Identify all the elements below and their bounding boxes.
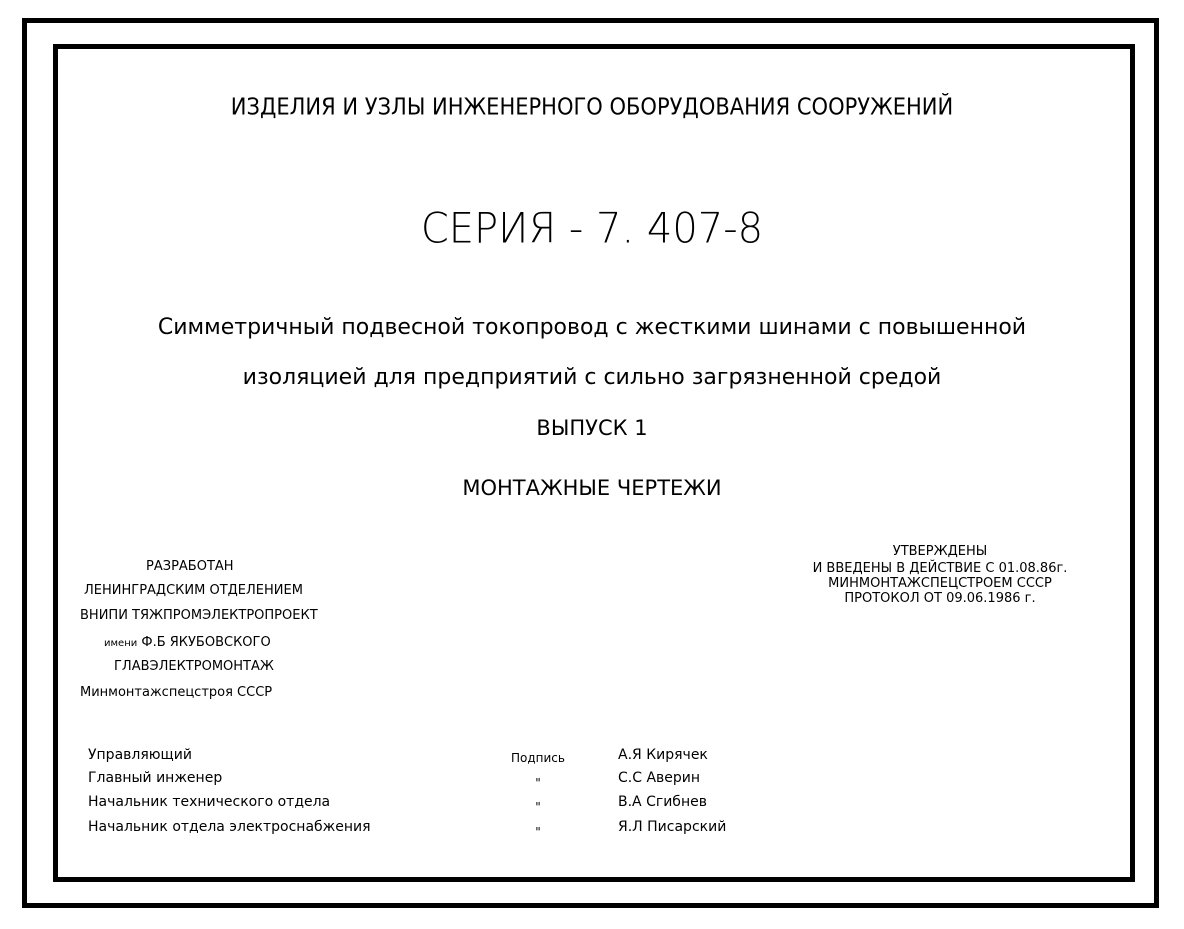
signature-role: Начальник технического отдела [88, 794, 331, 810]
approval-line-4: ПРОТОКОЛ ОТ 09.06.1986 г. [844, 591, 1036, 606]
signature-row [88, 795, 788, 815]
signature-row [88, 748, 788, 768]
developer-line-4 [104, 636, 271, 649]
signature-row [88, 820, 788, 840]
description-line-2: изоляцией для предприятий с сильно загрязненной средой [242, 365, 942, 390]
subject-label: МОНТАЖНЫЕ ЧЕРТЕЖИ [462, 476, 722, 500]
approval-line-3: МИНМОНТАЖСПЕЦСТРОЕМ СССР [828, 576, 1052, 591]
signature-role: Главный инженер [88, 770, 223, 786]
developer-line-6: Минмонтажспецстроя СССР [80, 685, 273, 700]
developer-line-1: РАЗРАБОТАН [146, 559, 234, 574]
issue-label: ВЫПУСК 1 [536, 416, 648, 440]
approval-line-2: И ВВЕДЕНЫ В ДЕЙСТВИЕ С 01.08.86г. [812, 561, 1068, 576]
developer-line-2: ЛЕНИНГРАДСКИМ ОТДЕЛЕНИЕМ [84, 583, 303, 598]
signature-name: С.С Аверин [618, 770, 701, 786]
developer-line-5: ГЛАВЭЛЕКТРОМОНТАЖ [114, 659, 274, 674]
signature-header: Подпись [511, 751, 565, 765]
signature-ditto-mark: " [535, 776, 541, 790]
signature-role: Управляющий [88, 747, 192, 763]
signature-ditto-mark: " [535, 825, 541, 839]
developer-line-4-prefix: имени [104, 638, 138, 649]
signature-name: Я.Л Писарский [618, 819, 727, 835]
signature-name: В.А Сгибнев [618, 794, 707, 810]
signature-name: А.Я Кирячек [618, 747, 708, 763]
developer-line-4-name: Ф.Б ЯКУБОВСКОГО [141, 635, 271, 650]
series-title: СЕРИЯ - 7. 407-8 [420, 204, 764, 254]
signature-ditto-mark: " [535, 800, 541, 814]
approval-line-1: УТВЕРЖДЕНЫ [892, 544, 988, 559]
signature-role: Начальник отдела электроснабжения [88, 819, 371, 835]
description-line-1: Симметричный подвесной токопровод с жесткими шинами с повышенной [157, 315, 1027, 340]
developer-line-3: ВНИПИ ТЯЖПРОМЭЛЕКТРОПРОЕКТ [80, 608, 318, 623]
header-title: ИЗДЕЛИЯ И УЗЛЫ ИНЖЕНЕРНОГО ОБОРУДОВАНИЯ СООРУЖЕНИЙ [230, 93, 954, 121]
signature-row [88, 771, 788, 791]
